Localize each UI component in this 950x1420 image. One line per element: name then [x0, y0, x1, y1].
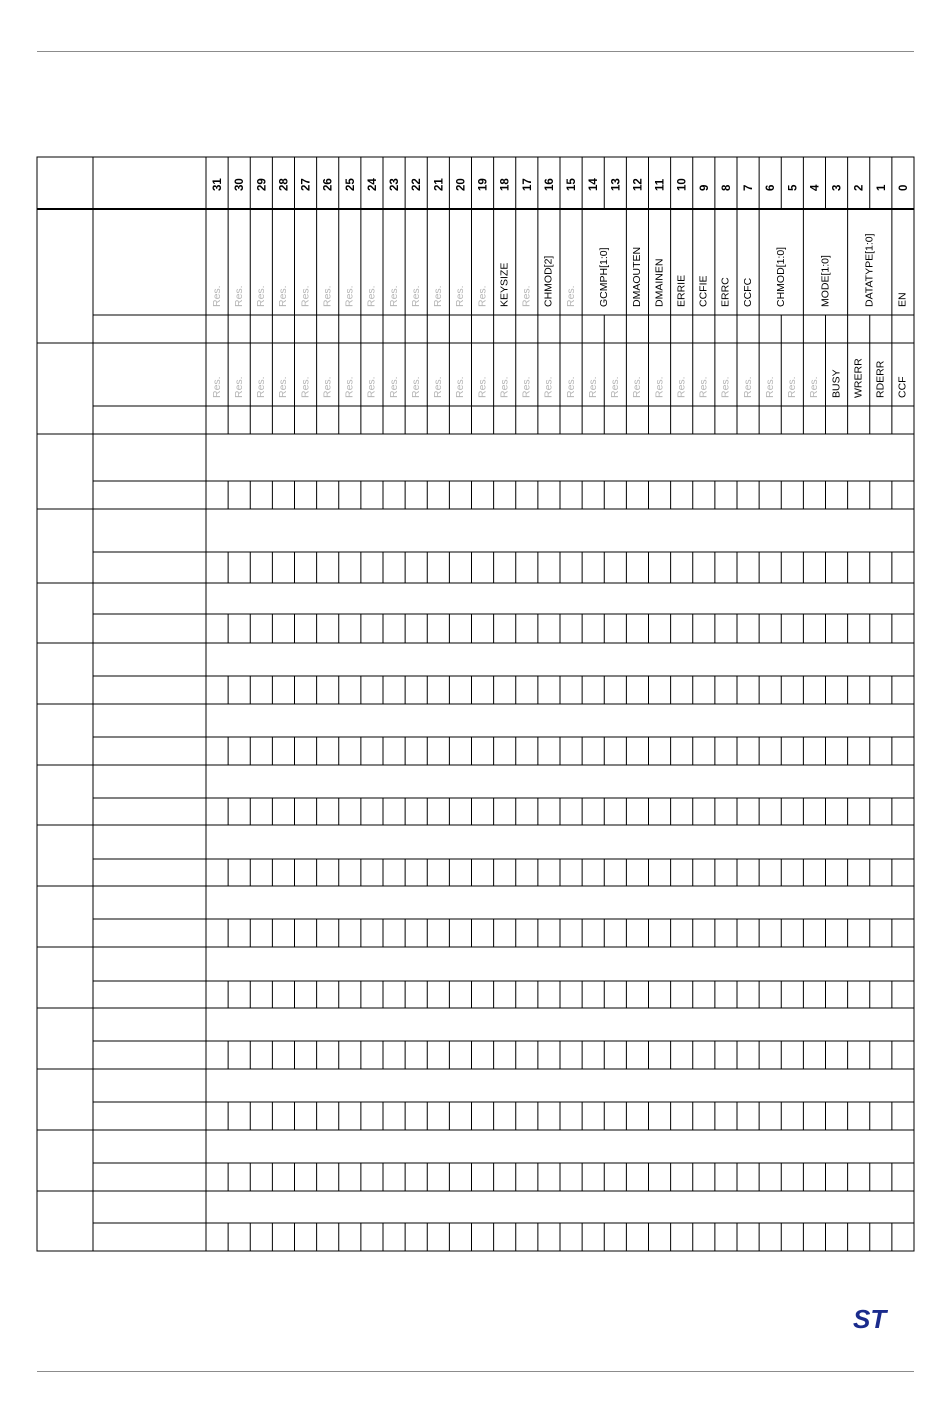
bit-number-label: 2	[853, 184, 866, 191]
reserved-field-label: Res.	[365, 285, 378, 307]
bit-number-label: 28	[278, 178, 291, 191]
bit-number-label: 8	[720, 184, 733, 191]
field-label: CHMOD[1:0]	[775, 246, 788, 307]
reserved-field-label: Res.	[299, 376, 312, 398]
bit-number-label: 29	[256, 178, 269, 191]
reserved-field-label: Res.	[454, 376, 467, 398]
reserved-field-label: Res.	[454, 285, 467, 307]
field-label: ERRIE	[675, 274, 688, 307]
bit-number-label: 26	[322, 178, 335, 191]
reserved-field-label: Res.	[210, 376, 223, 398]
bit-number-label: 25	[344, 178, 357, 191]
reserved-field-label: Res.	[675, 376, 688, 398]
st-logo-icon	[851, 1305, 911, 1335]
field-label: MODE[1:0]	[819, 255, 832, 307]
bit-number-label: 30	[234, 178, 247, 191]
field-label: CCF	[896, 376, 909, 398]
bit-number-label: 4	[809, 184, 822, 191]
st-logo-text: ST	[853, 1305, 887, 1334]
reserved-field-label: Res.	[741, 376, 754, 398]
bit-number-label: 27	[300, 178, 313, 191]
reserved-field-label: Res.	[476, 285, 489, 307]
reserved-field-label: Res.	[409, 376, 422, 398]
bit-number-label: 20	[455, 178, 468, 191]
reserved-field-label: Res.	[653, 376, 666, 398]
field-label: RDERR	[874, 360, 887, 398]
reserved-field-label: Res.	[387, 376, 400, 398]
reserved-field-label: Res.	[387, 285, 400, 307]
bit-number-label: 13	[610, 178, 623, 191]
bit-number-label: 10	[676, 178, 689, 191]
field-label: BUSY	[830, 369, 843, 398]
reserved-field-label: Res.	[564, 376, 577, 398]
field-label: CCFIE	[697, 275, 710, 307]
field-label: EN	[896, 292, 909, 307]
reserved-field-label: Res.	[631, 376, 644, 398]
reserved-field-label: Res.	[255, 376, 268, 398]
bottom-rule	[37, 1371, 914, 1372]
bit-number-label: 21	[433, 178, 446, 191]
reserved-field-label: Res.	[210, 285, 223, 307]
reserved-field-label: Res.	[321, 376, 334, 398]
field-label: DMAINEN	[653, 258, 666, 307]
bit-number-label: 31	[212, 178, 225, 191]
reserved-field-label: Res.	[520, 376, 533, 398]
bit-number-label: 22	[411, 178, 424, 191]
field-label: WRERR	[852, 358, 865, 398]
bit-number-label: 5	[787, 184, 800, 191]
reserved-field-label: Res.	[520, 285, 533, 307]
bit-number-label: 9	[698, 184, 711, 191]
reserved-field-label: Res.	[498, 376, 511, 398]
reserved-field-label: Res.	[365, 376, 378, 398]
field-label: DMAOUTEN	[631, 246, 644, 307]
reserved-field-label: Res.	[343, 376, 356, 398]
bit-number-label: 16	[543, 178, 556, 191]
reserved-field-label: Res.	[255, 285, 268, 307]
field-label: CCFC	[741, 277, 754, 307]
bit-number-label: 6	[765, 184, 778, 191]
reserved-field-label: Res.	[299, 285, 312, 307]
bit-number-label: 18	[499, 178, 512, 191]
reserved-field-label: Res.	[343, 285, 356, 307]
reserved-field-label: Res.	[786, 376, 799, 398]
reserved-field-label: Res.	[542, 376, 555, 398]
bit-number-label: 12	[632, 178, 645, 191]
bit-number-label: 3	[831, 184, 844, 191]
bit-number-label: 19	[477, 178, 490, 191]
field-label: GCMPH[1:0]	[598, 247, 611, 307]
bit-number-label: 23	[389, 178, 402, 191]
reserved-field-label: Res.	[763, 376, 776, 398]
reserved-field-label: Res.	[476, 376, 489, 398]
reserved-field-label: Res.	[232, 376, 245, 398]
reserved-field-label: Res.	[277, 285, 290, 307]
field-label: CHMOD[2]	[542, 255, 555, 307]
reserved-field-label: Res.	[564, 285, 577, 307]
reserved-field-label: Res.	[719, 376, 732, 398]
field-label: DATATYPE[1:0]	[863, 233, 876, 307]
field-label: KEYSIZE	[498, 262, 511, 307]
reserved-field-label: Res.	[586, 376, 599, 398]
reserved-field-label: Res.	[697, 376, 710, 398]
reserved-field-label: Res.	[321, 285, 334, 307]
reserved-field-label: Res.	[432, 376, 445, 398]
reserved-field-label: Res.	[808, 376, 821, 398]
bit-number-label: 1	[875, 184, 888, 191]
reserved-field-label: Res.	[609, 376, 622, 398]
bit-number-label: 15	[566, 178, 579, 191]
reserved-field-label: Res.	[409, 285, 422, 307]
bit-number-label: 11	[654, 178, 667, 191]
reserved-field-label: Res.	[432, 285, 445, 307]
bit-number-label: 0	[897, 184, 910, 191]
bit-number-label: 24	[366, 178, 379, 191]
bit-number-label: 17	[521, 178, 534, 191]
bit-number-label: 14	[588, 178, 601, 191]
bit-number-label: 7	[743, 184, 756, 191]
reserved-field-label: Res.	[232, 285, 245, 307]
field-label: ERRC	[719, 277, 732, 307]
reserved-field-label: Res.	[277, 376, 290, 398]
